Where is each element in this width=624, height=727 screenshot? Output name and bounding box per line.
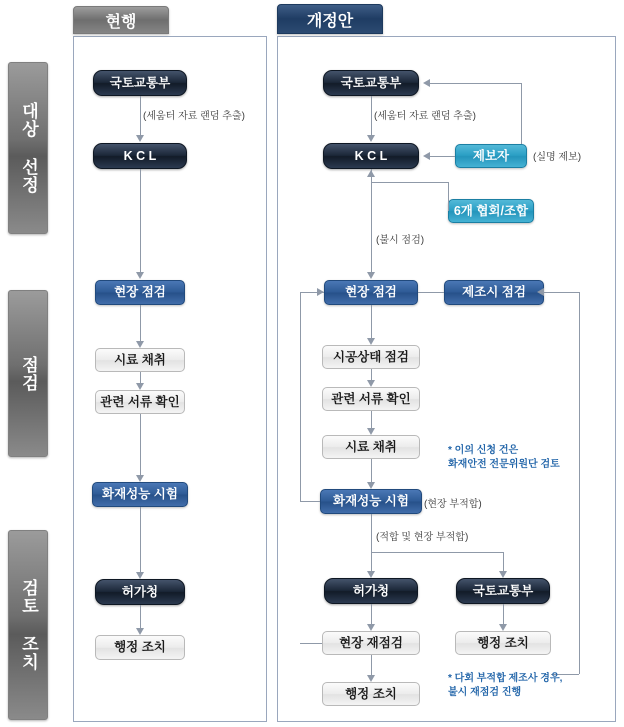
node-rev-site-inspection-label: 현장 점검 <box>345 285 397 300</box>
edge-rev-fire-split <box>371 514 372 552</box>
stage-label-inspection-text: 점검 <box>19 355 38 392</box>
edge-rev-split-h <box>371 552 503 553</box>
node-cur-admin-action[interactable] <box>95 635 185 660</box>
node-cur-fire-test-label: 화재성능 시험 <box>102 487 178 502</box>
stage-label-selection-text: 대상 선정 <box>19 102 38 194</box>
node-cur-kcl[interactable] <box>93 143 187 169</box>
panel-current <box>73 36 267 722</box>
arrow-rev-kcl-site <box>367 272 375 279</box>
edge-rev-fire-fail-h1 <box>300 501 320 502</box>
note-repeat: * 다회 부적합 제조사 경우, 불시 재점검 진행 <box>448 673 563 698</box>
node-cur-sampling[interactable] <box>95 348 185 372</box>
arrow-rev-site-construct <box>367 338 375 345</box>
node-rev-molit-label: 국토교통부 <box>340 75 402 90</box>
node-rev-sampling-label: 시료 채취 <box>345 439 397 454</box>
panel-revised-title <box>277 4 383 34</box>
label-rev-realname: (실명 제보) <box>533 152 582 163</box>
arrow-rev-construct-docs <box>367 380 375 387</box>
edge-rev-informant-molit-h <box>430 83 521 84</box>
node-rev-admin-action-left-label: 행정 조치 <box>345 686 397 701</box>
node-rev-molit[interactable] <box>323 70 419 96</box>
arrow-rev-docs-sampling <box>367 428 375 435</box>
arrow-rev-split-right <box>499 571 507 578</box>
node-cur-kcl-label: K C L <box>123 148 157 163</box>
stage-label-review <box>8 530 48 720</box>
node-rev-maker-inspection-label: 제조시 점검 <box>462 285 526 300</box>
edge-rev-assoc-v <box>448 182 449 211</box>
arrow-cur-sampling-docs <box>136 383 144 390</box>
label-rev-site-fail: (현장 부적합) <box>424 499 482 510</box>
node-rev-construction-state-label: 시공상태 점검 <box>333 349 409 364</box>
node-rev-fire-test[interactable] <box>320 489 422 514</box>
node-cur-molit-label: 국토교통부 <box>109 75 171 90</box>
note-objection: * 이의 신청 건은 화재안전 전문위원단 검토 <box>448 445 560 470</box>
node-rev-permit-office[interactable] <box>324 578 418 604</box>
arrow-rev-permit-recheck <box>367 624 375 631</box>
arrow-rev-maker-loop <box>537 288 544 296</box>
node-rev-kcl-label: K C L <box>354 148 388 163</box>
edge-rev-permit-recheck <box>371 604 372 625</box>
node-rev-site-inspection[interactable] <box>324 280 418 305</box>
arrow-cur-molit-kcl <box>136 135 144 142</box>
edge-rev-maker-loop-h <box>544 292 579 293</box>
panel-current-title-text: 현행 <box>105 13 137 31</box>
edge-cur-permit-admin <box>140 605 141 629</box>
label-rev-pass-fail: (적합 및 현장 부적합) <box>376 532 469 543</box>
edge-rev-kcl-site <box>371 169 372 273</box>
arrow-rev-split-left <box>367 571 375 578</box>
edge-rev-split-left <box>371 552 372 572</box>
stage-label-review-text: 검토 조치 <box>19 579 38 671</box>
edge-rev-molit2-admin <box>503 604 504 625</box>
node-cur-site-inspection[interactable] <box>95 280 185 305</box>
edge-rev-site-maker <box>418 292 444 293</box>
arrow-cur-kcl-site <box>136 272 144 279</box>
edge-cur-molit-kcl <box>140 96 141 136</box>
edge-rev-docs-sampling <box>371 411 372 429</box>
arrow-rev-sampling-fire <box>367 482 375 489</box>
node-rev-admin-action-right[interactable] <box>455 631 551 655</box>
label-rev-surprise: (불시 점검) <box>376 235 425 246</box>
node-cur-fire-test[interactable] <box>92 482 188 507</box>
node-rev-fire-test-label: 화재성능 시험 <box>333 494 409 509</box>
edge-cur-fire-permit <box>140 507 141 573</box>
node-cur-documents-label: 관련 서류 확인 <box>100 394 180 409</box>
node-cur-permit-office-label: 허가청 <box>121 584 159 599</box>
node-rev-kcl[interactable] <box>323 143 419 169</box>
node-rev-associations[interactable] <box>448 199 534 223</box>
edge-rev-informant-kcl <box>430 156 455 157</box>
panel-revised-title-text: 개정안 <box>306 12 354 30</box>
arrow-cur-site-sampling <box>136 341 144 348</box>
arrow-cur-fire-permit <box>136 572 144 579</box>
node-rev-associations-label: 6개 협회/조합 <box>453 203 529 218</box>
arrow-rev-fire-fail <box>317 288 324 296</box>
node-cur-permit-office[interactable] <box>95 579 185 605</box>
edge-rev-molit-kcl <box>371 96 372 136</box>
label-rev-random: (세움터 자료 랜덤 추출) <box>374 111 476 122</box>
node-rev-construction-state[interactable] <box>322 345 420 369</box>
edge-rev-recheck-loop-h <box>300 643 322 644</box>
label-cur-random: (세움터 자료 랜덤 추출) <box>143 111 245 122</box>
panel-revised <box>277 36 616 722</box>
node-rev-sampling[interactable] <box>322 435 420 459</box>
node-cur-molit[interactable] <box>93 70 187 96</box>
node-rev-documents-label: 관련 서류 확인 <box>331 391 411 406</box>
arrow-rev-informant-molit <box>423 79 430 87</box>
node-rev-maker-inspection[interactable] <box>444 280 544 305</box>
arrow-cur-docs-fire <box>136 475 144 482</box>
edge-cur-kcl-site <box>140 169 141 273</box>
edge-rev-split-right <box>503 552 504 572</box>
node-rev-permit-office-label: 허가청 <box>352 583 390 598</box>
arrow-rev-recheck-admin <box>367 675 375 682</box>
edge-rev-maker-loop-v <box>579 292 580 674</box>
edge-rev-assoc-h <box>371 182 448 183</box>
edge-rev-fire-fail-v <box>300 292 301 502</box>
node-rev-molit-2[interactable] <box>456 578 550 604</box>
node-cur-admin-action-label: 행정 조치 <box>114 640 166 655</box>
stage-label-inspection <box>8 290 48 457</box>
node-cur-sampling-label: 시료 채취 <box>114 352 166 367</box>
panel-current-title <box>73 6 169 34</box>
edge-rev-site-construct <box>371 305 372 339</box>
node-rev-molit-2-label: 국토교통부 <box>472 583 534 598</box>
arrow-rev-molit-kcl <box>367 135 375 142</box>
edge-cur-site-sampling <box>140 305 141 342</box>
node-rev-admin-action-left[interactable] <box>322 682 420 706</box>
node-cur-site-inspection-label: 현장 점검 <box>114 285 166 300</box>
edge-rev-recheck-admin <box>371 655 372 676</box>
node-rev-admin-action-right-label: 행정 조치 <box>477 635 529 650</box>
node-rev-site-recheck[interactable] <box>322 631 420 655</box>
node-rev-informant-label: 제보자 <box>472 148 510 163</box>
arrow-rev-molit2-admin <box>499 624 507 631</box>
arrow-cur-permit-admin <box>136 628 144 635</box>
edge-cur-docs-fire <box>140 414 141 476</box>
edge-rev-sampling-fire <box>371 459 372 483</box>
node-rev-documents[interactable] <box>322 387 420 411</box>
stage-label-selection <box>8 62 48 234</box>
edge-rev-informant-molit-v <box>521 83 522 144</box>
arrow-rev-informant-kcl <box>423 152 430 160</box>
node-rev-site-recheck-label: 현장 재점검 <box>339 635 403 650</box>
node-cur-documents[interactable] <box>95 390 185 414</box>
node-rev-informant[interactable] <box>455 144 527 168</box>
